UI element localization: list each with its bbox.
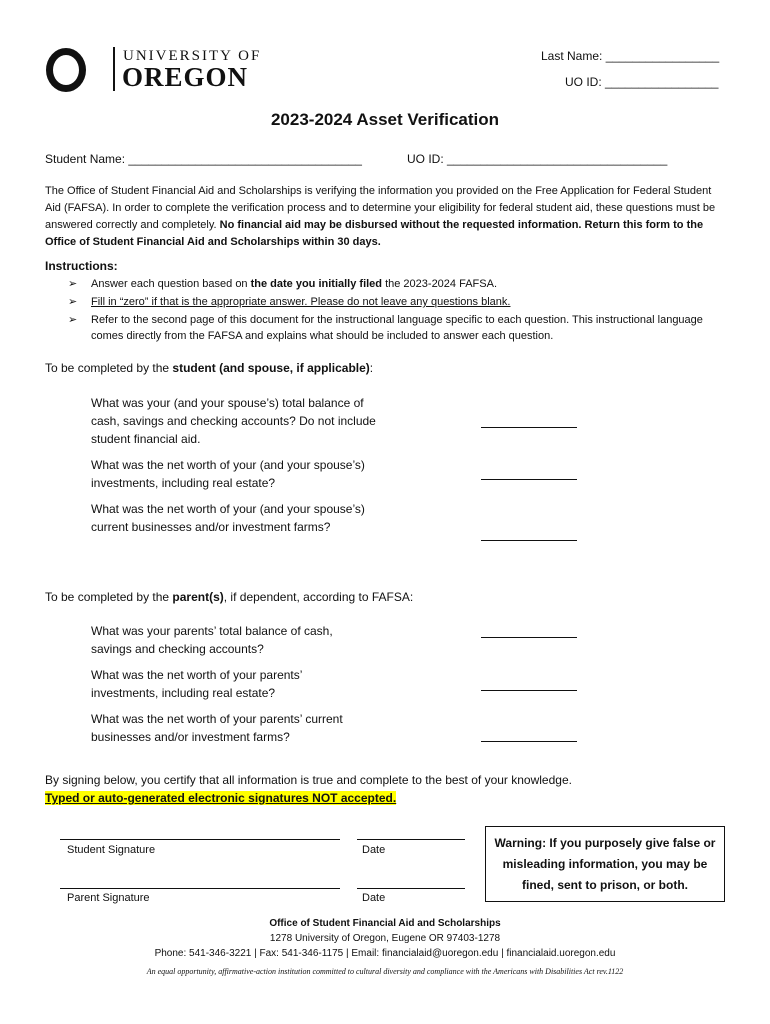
student-question-2: What was the net worth of your (and your spouse’s) investments, including real estate? [91, 458, 365, 490]
warning-box: Warning: If you purposely give false or misleading information, you may be fined, sent to prison, or both. [485, 826, 725, 902]
logo-divider [113, 47, 115, 91]
student-question-1: What was your (and your spouse’s) total balance of cash, savings and checking accounts? Do not include student financial aid. [91, 396, 376, 446]
student-date-label: Date [362, 844, 386, 856]
parent-section-pre: To be completed by the [45, 590, 173, 604]
header-uo-id-field[interactable]: UO ID: _________________ [565, 75, 719, 89]
logo-university-of: UNIVERSITY OF [123, 48, 262, 64]
parent-answer-3[interactable] [481, 740, 577, 742]
instruction-item-3 [68, 312, 718, 344]
parent-signature-label: Parent Signature [67, 892, 150, 904]
parent-signature-line[interactable] [60, 887, 340, 889]
student-answer-2[interactable] [481, 478, 577, 480]
last-name-field[interactable]: Last Name: _________________ [541, 49, 720, 63]
signature-note [45, 791, 396, 805]
parent-question-2: What was the net worth of your parents’ investments, including real estate? [91, 668, 302, 700]
instruction-2-text: Fill in “zero” if that is the appropriate answer. Please do not leave any questions blank. [91, 296, 511, 308]
instruction-item-1 [68, 276, 718, 292]
arrow-bullet-icon: ➢ [68, 314, 78, 326]
arrow-bullet-icon: ➢ [68, 296, 78, 308]
student-section-pre: To be completed by the [45, 361, 173, 375]
student-section-bold: student (and spouse, if applicable) [172, 361, 370, 375]
student-answer-3[interactable] [481, 539, 577, 541]
page-title: 2023-2024 Asset Verification [270, 110, 500, 129]
instruction-3-text: Refer to the second page of this document for the instructional language specific to each question. This instructional language comes directly from the FAFSA and explains what should be included to answer each question. [91, 314, 703, 342]
certify-statement: By signing below, you certify that all information is true and complete to the best of your knowledge. [45, 773, 572, 787]
parent-section-bold: parent(s) [172, 590, 224, 604]
footer-office: Office of Student Financial Aid and Scholarships [269, 918, 501, 929]
instruction-1-bold: the date you initially filed [250, 278, 383, 290]
arrow-bullet-icon: ➢ [68, 278, 78, 290]
intro-text: The Office of Student Financial Aid and Scholarships is verifying the information you provided on the Free Application for Federal Student Aid (FAFSA). In order to complete the verification process and to determine your eligibility for federal student aid, these questions must be answered correctly and completely. [45, 185, 716, 231]
student-uo-id-field[interactable]: UO ID: _________________________________ [407, 152, 668, 166]
parent-section-post: , if dependent, according to FAFSA: [223, 590, 414, 604]
student-answer-1[interactable] [481, 426, 577, 428]
student-section-heading [45, 361, 373, 375]
instruction-1-pre: Answer each question based on [91, 278, 251, 290]
instruction-item-2 [68, 294, 718, 310]
footer-contact: Phone: 541-346-3221 | Fax: 541-346-1175 | Email: financialaid@uoregon.edu | financialaid.uoregon.edu [154, 948, 616, 959]
uo-logo-o-icon [46, 48, 86, 92]
intro-paragraph [45, 183, 725, 251]
parent-question-1: What was your parents’ total balance of cash, savings and checking accounts? [91, 624, 333, 656]
parent-date-line[interactable] [357, 887, 465, 889]
instructions-heading: Instructions: [45, 259, 118, 273]
student-name-field[interactable]: Student Name: ___________________________________ [45, 152, 362, 166]
parent-answer-1[interactable] [481, 636, 577, 638]
footer-address: 1278 University of Oregon, Eugene OR 97403-1278 [269, 933, 501, 944]
student-signature-label: Student Signature [67, 844, 156, 856]
logo-oregon: OREGON [122, 62, 249, 92]
student-question-3: What was the net worth of your (and your spouse’s) current businesses and/or investment farms? [91, 502, 365, 534]
parent-section-heading [45, 590, 413, 604]
footer-equal-opportunity: An equal opportunity, affirmative-action institution committed to cultural diversity and compliance with the Americans with Disabilities Act rev.1122 [146, 967, 624, 976]
signature-note-highlight: Typed or auto-generated electronic signatures NOT accepted. [45, 791, 397, 805]
student-date-line[interactable] [357, 838, 465, 840]
parent-date-label: Date [362, 892, 386, 904]
intro-bold-text: No financial aid may be disbursed without the requested information. Return this form to the Office of Student Financial Aid and Scholarships within 30 days. [45, 219, 704, 248]
parent-answer-2[interactable] [481, 689, 577, 691]
instruction-1-post: the 2023-2024 FAFSA. [382, 278, 497, 290]
student-section-post: : [369, 361, 374, 375]
parent-question-3: What was the net worth of your parents’ current businesses and/or investment farms? [91, 712, 343, 744]
student-signature-line[interactable] [60, 838, 340, 840]
